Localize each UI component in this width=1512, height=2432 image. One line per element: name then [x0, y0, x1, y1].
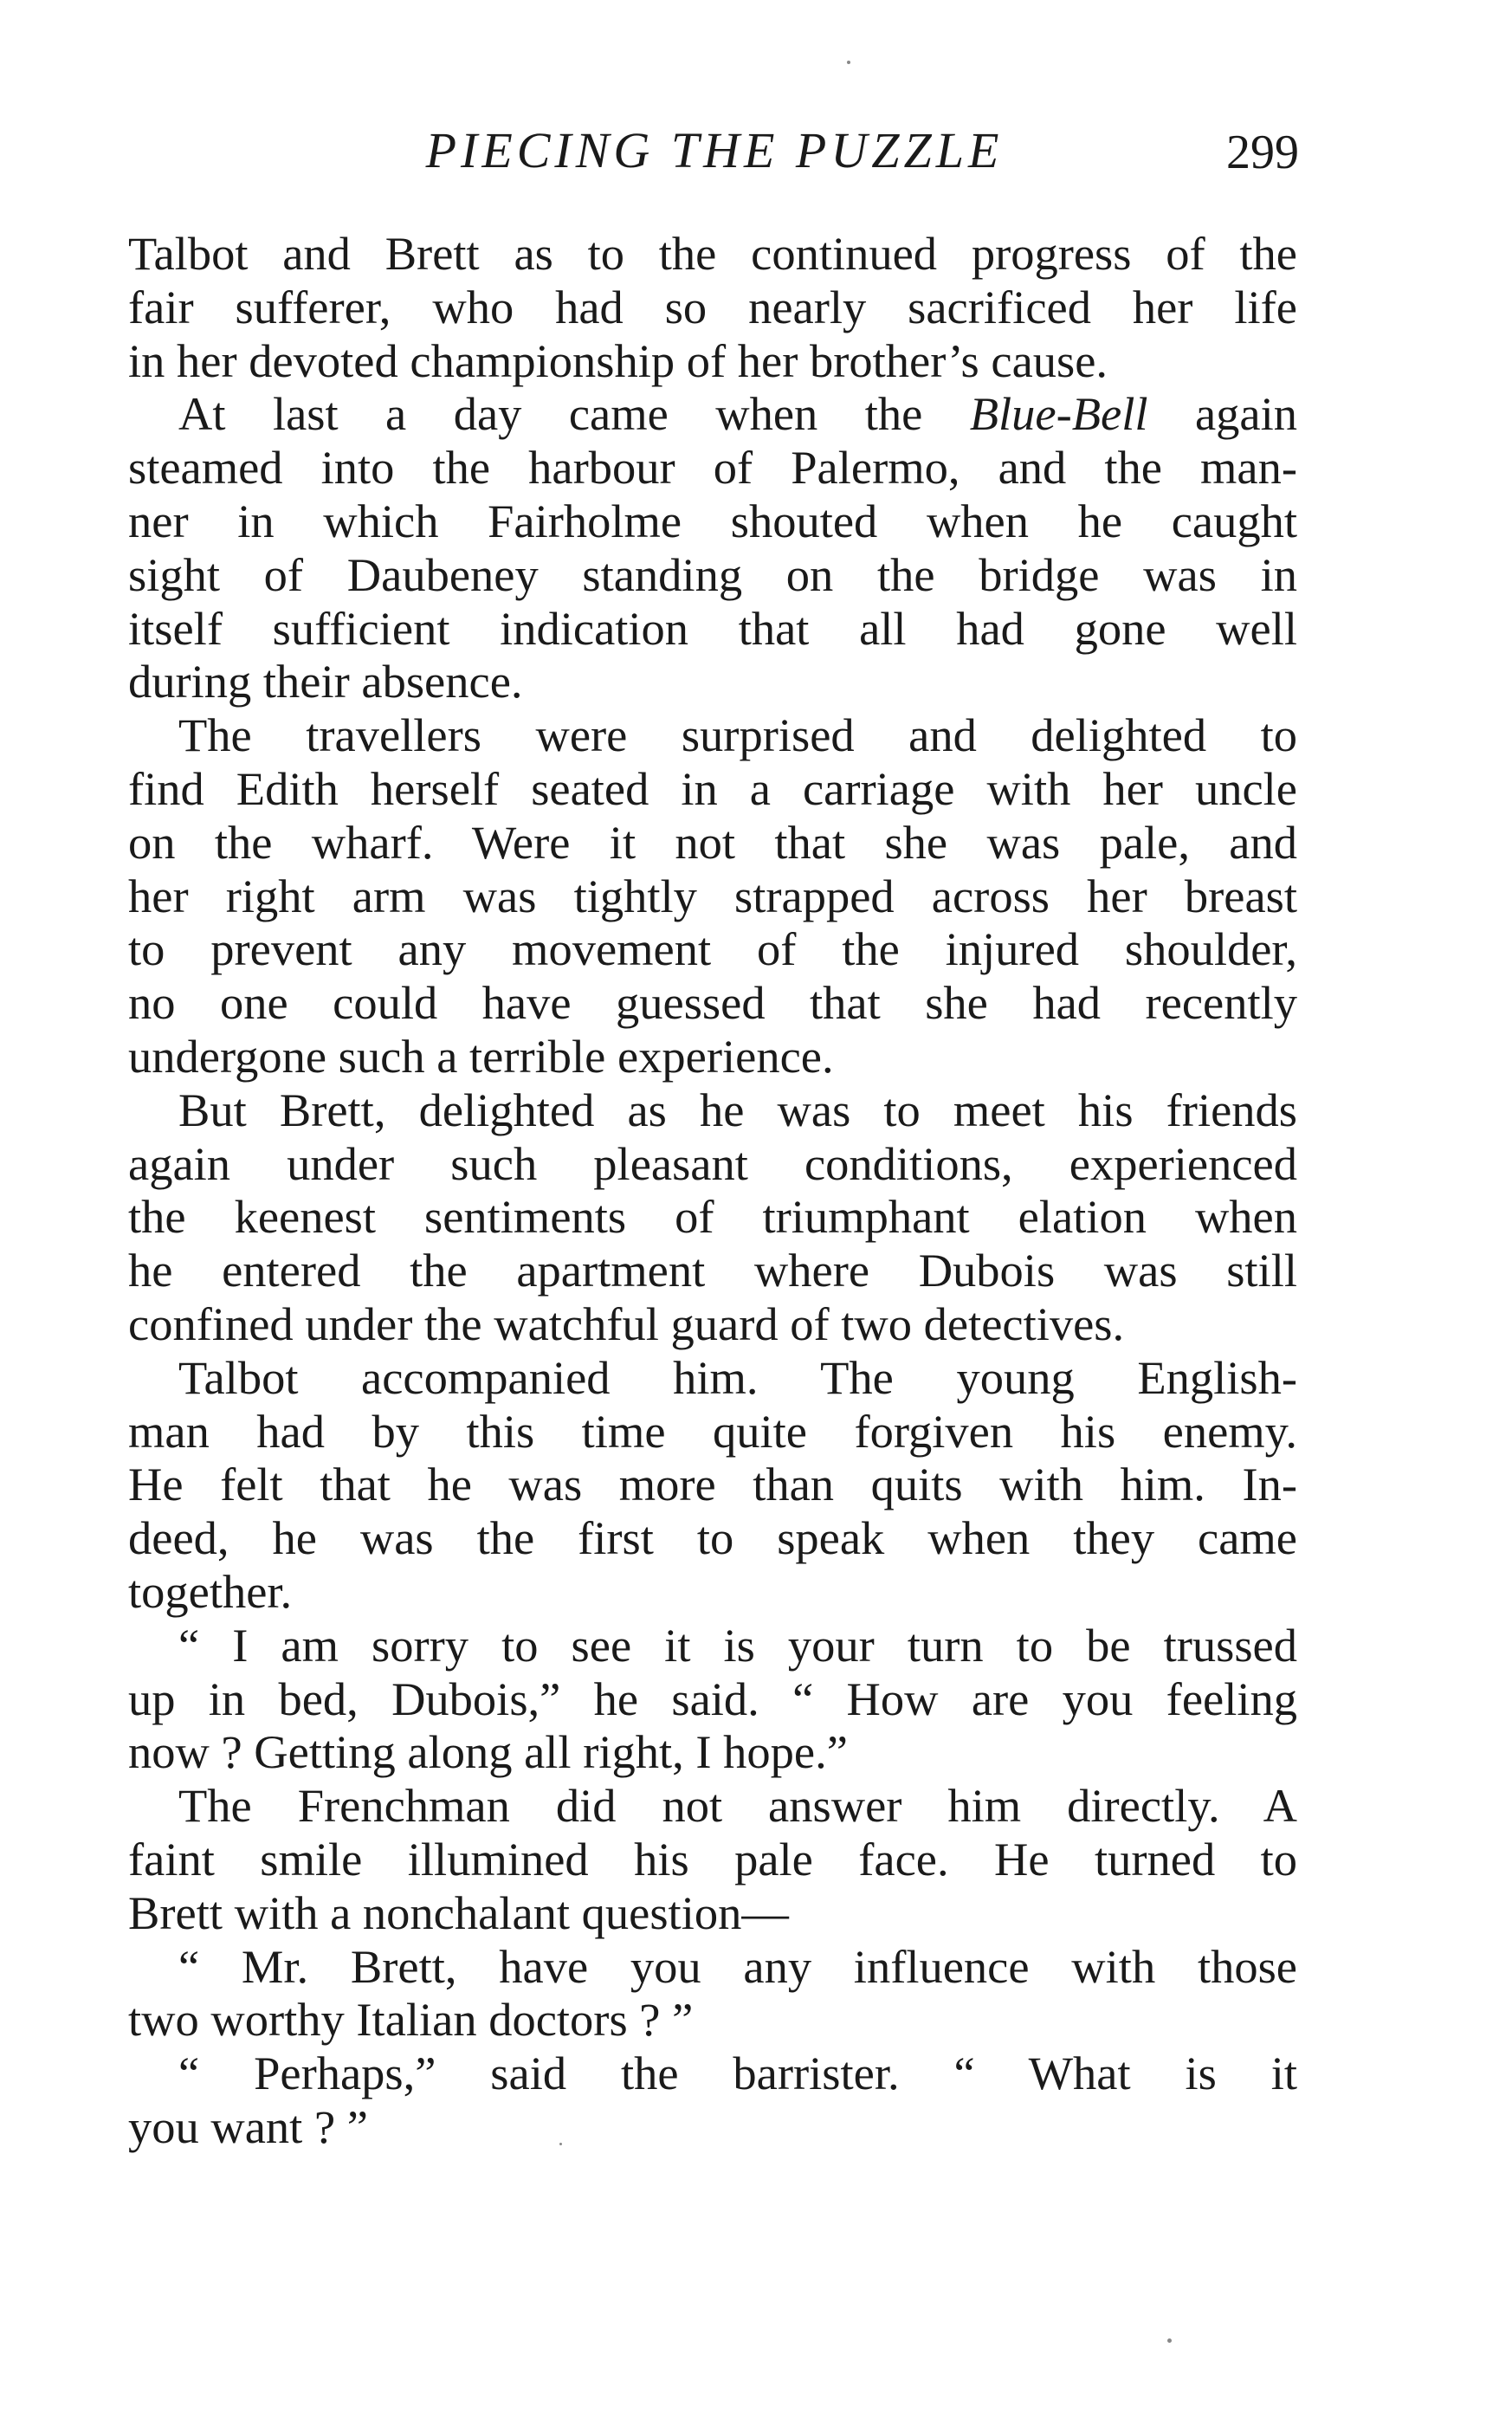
text-line: He felt that he was more than quits with him. In-	[128, 1458, 1297, 1511]
text-line: on the wharf. Were it not that she was pale, and	[128, 815, 1297, 869]
body-text	[128, 227, 1297, 2154]
text-line: faint smile illumined his pale face. He turned to	[128, 1832, 1297, 1885]
text-line: “ I am sorry to see it is your turn to be trussed	[178, 1618, 1297, 1672]
text-line: during their absence.	[128, 655, 523, 708]
ship-name: Blue-Bell	[969, 387, 1148, 441]
text-line: the keenest sentiments of triumphant elation when	[128, 1190, 1297, 1244]
text-line: together.	[128, 1564, 293, 1618]
text-line: you want ? ”	[128, 2099, 368, 2153]
ink-speck	[847, 61, 850, 64]
text-line: man had by this time quite forgiven his enemy.	[128, 1404, 1297, 1458]
text-line: he entered the apartment where Dubois was still	[128, 1244, 1297, 1297]
text-line: two worthy Italian doctors ? ”	[128, 1993, 694, 2047]
text-line: find Edith herself seated in a carriage with her uncle	[128, 761, 1297, 815]
text-line: steamed into the harbour of Palermo, and the man-	[128, 441, 1297, 495]
text-line: deed, he was the first to speak when they came	[128, 1511, 1297, 1565]
text-line: to prevent any movement of the injured shoulder,	[128, 922, 1297, 976]
text-line: confined under the watchful guard of two detectives.	[128, 1297, 1125, 1350]
ink-speck	[559, 2143, 562, 2145]
text-line: her right arm was tightly strapped across her breast	[128, 869, 1297, 922]
running-head	[130, 121, 1299, 182]
text-line: The Frenchman did not answer him directly. A	[178, 1779, 1297, 1833]
text-line: Talbot and Brett as to the continued progress of the	[128, 227, 1297, 280]
text-line: in her devoted championship of her brother’s cause.	[128, 333, 1108, 387]
text-line: At last a day came when the Blue-Bell again	[178, 387, 1297, 441]
running-title: PIECING THE PUZZLE	[425, 122, 1004, 178]
text-line: But Brett, delighted as he was to meet his friends	[178, 1083, 1297, 1136]
text-line: again under such pleasant conditions, experienced	[128, 1136, 1297, 1190]
text-line: undergone such a terrible experience.	[128, 1029, 834, 1083]
text-line: no one could have guessed that she had recently	[128, 976, 1297, 1030]
text-line: fair sufferer, who had so nearly sacrificed her life	[128, 280, 1297, 333]
text-line: ner in which Fairholme shouted when he caught	[128, 494, 1297, 547]
text-line: Brett with a nonchalant question—	[128, 1885, 789, 1939]
text-line: Talbot accompanied him. The young English-	[178, 1350, 1297, 1404]
ink-speck	[1167, 2338, 1172, 2343]
text-line: “ Perhaps,” said the barrister. “ What is it	[178, 2047, 1297, 2100]
text-line: now ? Getting along all right, I hope.”	[128, 1725, 848, 1779]
text-line: itself sufficient indication that all had gone well	[128, 601, 1297, 655]
page-number: 299	[1226, 126, 1299, 179]
text-line: “ Mr. Brett, have you any influence with those	[178, 1939, 1297, 1993]
text-line: sight of Daubeney standing on the bridge was in	[128, 547, 1297, 601]
text-line: The travellers were surprised and delighted to	[178, 708, 1297, 762]
text-line: up in bed, Dubois,” he said. “ How are you feeling	[128, 1672, 1297, 1725]
